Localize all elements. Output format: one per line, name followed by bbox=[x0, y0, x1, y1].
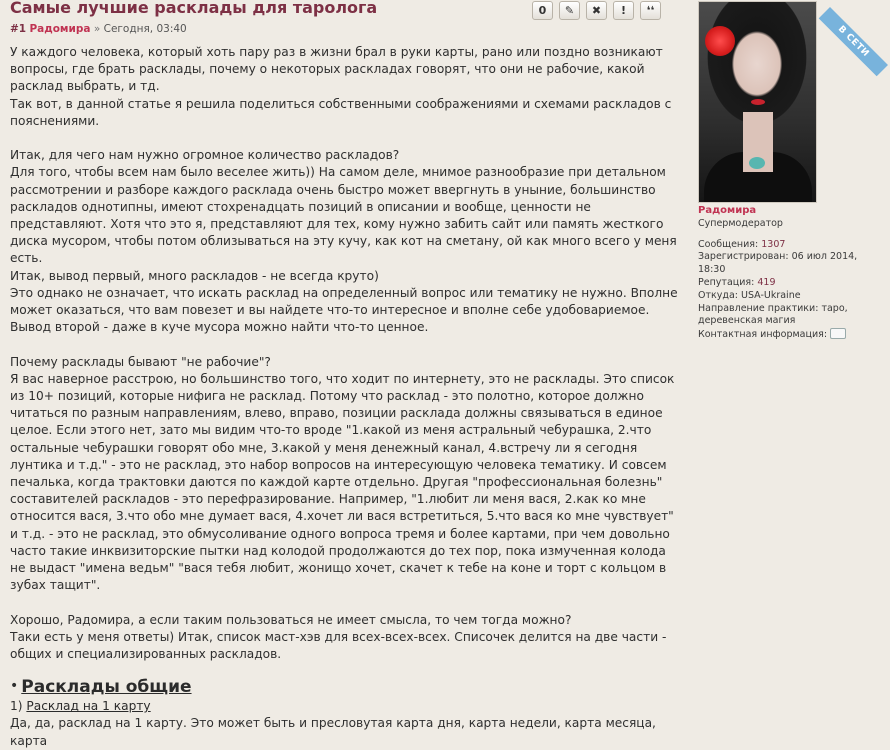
label: Зарегистрирован: bbox=[698, 251, 789, 263]
close-icon: ✖ bbox=[591, 4, 602, 17]
paragraph: Итак, для чего нам нужно огромное количество раскладов? bbox=[10, 148, 400, 163]
paragraph: Хорошо, Радомира, а если таким пользоваться не имеет смысла, то чем тогда можно? bbox=[10, 612, 572, 627]
profile-messages bbox=[698, 239, 863, 252]
paragraph: У каждого человека, который хоть пару раз в жизни брал в руки карты, рано или поздно возникают вопросы, где брать расклады, почему о некоторых раскладах говорят, что они не рабочие, какой расклад выбрать, и тд. bbox=[10, 45, 663, 94]
section-heading-general bbox=[10, 675, 682, 698]
paragraph: Таки есть у меня ответы) Итак, список маст-хэв для всех-всех-всех. Списочек делится на две части - общих и специализированных раскладов. bbox=[10, 629, 667, 662]
post-author-link[interactable]: Радомира bbox=[29, 23, 91, 35]
quote-icon: ❛❛ bbox=[646, 4, 655, 17]
rose-icon bbox=[705, 26, 735, 56]
label: Контактная информация: bbox=[698, 329, 828, 341]
meta-separator: » bbox=[93, 23, 101, 35]
avatar[interactable] bbox=[698, 1, 817, 203]
profile-practice bbox=[698, 303, 863, 329]
paragraph: Так вот, в данной статье я решила поделиться собственными соображениями и схемами раскладов с пояснениями. bbox=[10, 96, 672, 128]
reputation-value-link[interactable]: 419 bbox=[757, 276, 776, 288]
paragraph: Итак, вывод первый, много раскладов - не всегда круто) bbox=[10, 268, 379, 283]
spread-link-one-card[interactable]: Расклад на 1 карту bbox=[26, 699, 151, 714]
post-content bbox=[10, 44, 682, 750]
post-date: Сегодня, 03:40 bbox=[103, 23, 187, 35]
speech-bubble-icon[interactable] bbox=[830, 328, 846, 339]
online-badge: В СЕТИ bbox=[819, 7, 888, 76]
profile-name-link[interactable]: Радомира bbox=[698, 205, 757, 216]
post-title[interactable]: Самые лучшие расклады для таролога bbox=[10, 0, 378, 17]
messages-count-link[interactable]: 1307 bbox=[761, 238, 786, 250]
profile-reputation bbox=[698, 277, 863, 290]
bullet: • bbox=[10, 678, 19, 695]
location-value: USA-Ukraine bbox=[741, 289, 801, 301]
post-number-link[interactable]: #1 bbox=[10, 23, 27, 35]
profile-registered bbox=[698, 251, 863, 277]
edit-button[interactable] bbox=[559, 1, 580, 20]
section-title: Расклады общие bbox=[21, 677, 192, 698]
report-button[interactable] bbox=[613, 1, 634, 20]
practice-value: таро, деревенская магия bbox=[698, 302, 848, 327]
post-toolbar bbox=[532, 1, 667, 20]
paragraph: Я вас наверное расстрою, но большинство того, что ходит по интернету, это не расклады. Это список из 10+ позиций, которые нифига не расклад. Потому что расклад - это полотно, которое должно читаться по разным направлениям, влево, вправо, позиции расклада должны связываться в единое целое. Если этого нет, зато мы видим что-то вроде "1.какой из меня астральный чебурашка, 2.что остальные чебурашки говорят обо мне, 3.какой у меня денежный канал, 4.встречу ли я сегодня лунтика и т.д." - это не расклад, это набор вопросов на интересующую человека тематику. И совсем печалька, когда трактовки даются по каждой карте отдельно. Другая "профессиональная болезнь" составителей раскладов - это перефразирование. Например, "1.любит ли меня вася, 2.как ко мне относится вася, 3.что обо мне думает вася, 4.хочет ли вася встретиться, 5.что вася ко мне чувствует" и т.д. - это не расклад, это обмусоливание одного вопроса тремя и более картами, при чем довольно часто такие инквизиторские пытки над колодой продолжаются до тех пор, пока измученная колода не выдаст "имена ведьм" "вася тебя любит, жонищо хочет, скачет к тебе на коне и торт с кольцом в зубах тащит". bbox=[10, 371, 675, 593]
profile-location bbox=[698, 290, 863, 303]
label: Репутация: bbox=[698, 276, 755, 288]
author-profile bbox=[698, 205, 863, 342]
list-item bbox=[10, 698, 682, 715]
exclamation-icon: ! bbox=[620, 4, 627, 17]
delete-button[interactable] bbox=[586, 1, 607, 20]
label: Сообщения: bbox=[698, 238, 759, 250]
paragraph: Для того, чтобы всем нам было веселее жить)) На самом деле, мнимое разнообразие при детальном рассмотрении и разборе каждого расклада очень быстро может ввергнуть в уныние, большинство раскладов однотипны, имеют стохренадцать позиций в описании и вообще, ценности не представляют. Хотя что это я, представляют для тех, кому нужно забить сайт или память жесткого диска мусором, чтобы потом облизываться на эту кучу, как кот на сметану, ой как много всего у меня есть. bbox=[10, 165, 677, 266]
registered-date: 06 июл 2014, 18:30 bbox=[698, 251, 858, 276]
pencil-icon: ✎ bbox=[564, 4, 575, 17]
profile-role: Супермодератор bbox=[698, 217, 783, 229]
paragraph: Это однако не означает, что искать расклад на определенный вопрос или тематику не нужно. Вполне может оказаться, что вам повезет и вы найдете что-то интересное и вполне себе удобовариемое. Вывод второй - даже в куче мусора можно найти что-то ценное. bbox=[10, 285, 678, 335]
label: Направление практики: bbox=[698, 302, 819, 314]
quote-button[interactable] bbox=[640, 1, 661, 20]
label: Откуда: bbox=[698, 289, 738, 301]
item-number: 1) bbox=[10, 699, 23, 714]
post-meta bbox=[10, 23, 187, 35]
paragraph: Да, да, расклад на 1 карту. Это может быть и пресловутая карта дня, карта недели, карта месяца, карта bbox=[10, 716, 656, 748]
profile-contact bbox=[698, 328, 863, 342]
rating-button[interactable]: 0 bbox=[532, 1, 553, 20]
paragraph: Почему расклады бывают "не рабочие"? bbox=[10, 354, 271, 369]
